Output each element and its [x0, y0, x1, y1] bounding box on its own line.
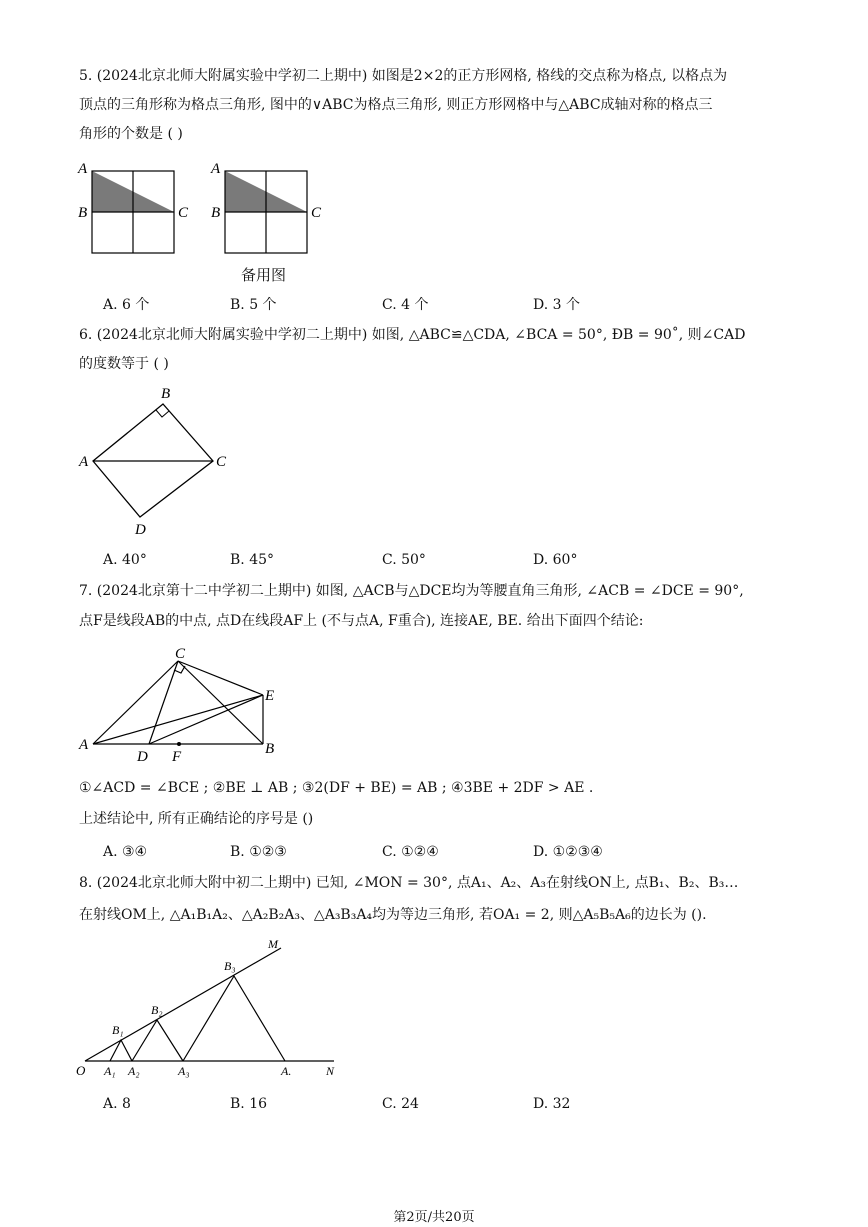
- q7-line-1: 7. (2024北京第十二中学初二上期中) 如图, △ACB与△DCE均为等腰直角三角形, ∠ACB = ∠DCE = 90°,: [79, 583, 744, 599]
- label-c: C: [216, 454, 227, 470]
- q8-line-1: 8. (2024北京北师大附中初二上期中) 已知, ∠MON = 30°, 点A₁、A₂、A₃在射线ON上, 点B₁、B₂、B₃…: [79, 875, 739, 891]
- q6-line-1: 6. (2024北京北师大附属实验中学初二上期中) 如图, △ABC≌△CDA, ∠BCA = 50°, ÐB = 90˚, 则∠CAD: [79, 327, 746, 343]
- q8-line-2: 在射线OM上, △A₁B₁A₂、△A₂B₂A₃、△A₃B₃A₄均为等边三角形, 若OA₁ = 2, 则△A₅B₅A₆的边长为 ().: [79, 907, 707, 923]
- q7-line-2: 点F是线段AB的中点, 点D在线段AF上 (不与点A, F重合), 连接AE, BE. 给出下面四个结论:: [79, 613, 644, 629]
- right-angle-mark: [156, 410, 169, 417]
- midpoint-f-dot: [177, 742, 181, 746]
- q7-choice-b: B. ①②③: [230, 844, 287, 860]
- q6-quadrilateral-figure: [75, 380, 245, 545]
- q5-choice-c: C. 4 个: [382, 297, 429, 313]
- q5-caption: 备用图: [241, 266, 287, 284]
- q5-choice-b: B. 5 个: [230, 297, 277, 313]
- label-a2: A₂: [128, 1064, 140, 1078]
- label-b-2: B: [211, 205, 221, 221]
- label-b: B: [161, 386, 171, 402]
- q7-triangle-figure: [75, 640, 295, 770]
- label-e: E: [265, 688, 275, 704]
- q7-choice-c: C. ①②④: [382, 844, 439, 860]
- q7-line-3: 上述结论中, 所有正确结论的序号是 (): [79, 811, 314, 827]
- q5-line-3: 角形的个数是 ( ): [79, 126, 183, 142]
- label-b3: B₃: [224, 959, 236, 973]
- label-b2: B₂: [151, 1003, 163, 1017]
- q8-choice-c: C. 24: [382, 1096, 419, 1112]
- q6-line-2: 的度数等于 ( ): [79, 356, 169, 372]
- label-c: C: [178, 205, 189, 221]
- q5-choice-a: A. 6 个: [103, 297, 150, 313]
- label-n: N: [326, 1064, 335, 1078]
- q7-choice-a: A. ③④: [103, 844, 148, 860]
- label-b: B: [78, 205, 88, 221]
- label-m: M: [268, 937, 278, 951]
- label-a: A: [79, 737, 89, 753]
- label-a-2: A: [211, 161, 221, 177]
- label-o: O: [76, 1063, 86, 1078]
- q5-grid-figure: [70, 155, 340, 260]
- q5-line-2: 顶点的三角形称为格点三角形, 图中的∨ABC为格点三角形, 则正方形网格中与△ABC成轴对称的格点三: [79, 97, 713, 113]
- label-c-2: C: [311, 205, 322, 221]
- q8-choice-b: B. 16: [230, 1096, 268, 1112]
- q6-choice-c: C. 50°: [382, 552, 426, 568]
- label-a3: A₃: [178, 1064, 190, 1078]
- q8-choice-a: A. 8: [103, 1096, 131, 1112]
- label-b: B: [265, 741, 275, 757]
- label-c: C: [175, 646, 186, 662]
- label-f: F: [172, 749, 182, 765]
- label-a: A: [78, 161, 88, 177]
- q8-ray-figure: [72, 932, 352, 1084]
- q6-choice-b: B. 45°: [230, 552, 275, 568]
- q6-choice-a: A. 40°: [103, 552, 147, 568]
- q6-choice-d: D. 60°: [533, 552, 578, 568]
- q5-line-1: 5. (2024北京北师大附属实验中学初二上期中) 如图是2×2的正方形网格, 格线的交点称为格点, 以格点为: [79, 68, 728, 84]
- label-d: D: [135, 522, 146, 538]
- label-a: A: [79, 454, 89, 470]
- label-a1: A₁: [104, 1064, 116, 1078]
- q8-choice-d: D. 32: [533, 1096, 571, 1112]
- label-b1: B₁: [112, 1023, 124, 1037]
- q7-conclusions: ①∠ACD = ∠BCE ; ②BE ⊥ AB ; ③2(DF + BE) = AB ; ④3BE + 2DF > AE .: [79, 780, 594, 796]
- q5-choice-d: D. 3 个: [533, 297, 580, 313]
- label-d: D: [137, 749, 148, 765]
- page-footer: 第2页/共20页: [393, 1210, 475, 1225]
- q7-choice-d: D. ①②③④: [533, 844, 603, 860]
- label-a4: A.: [281, 1064, 292, 1078]
